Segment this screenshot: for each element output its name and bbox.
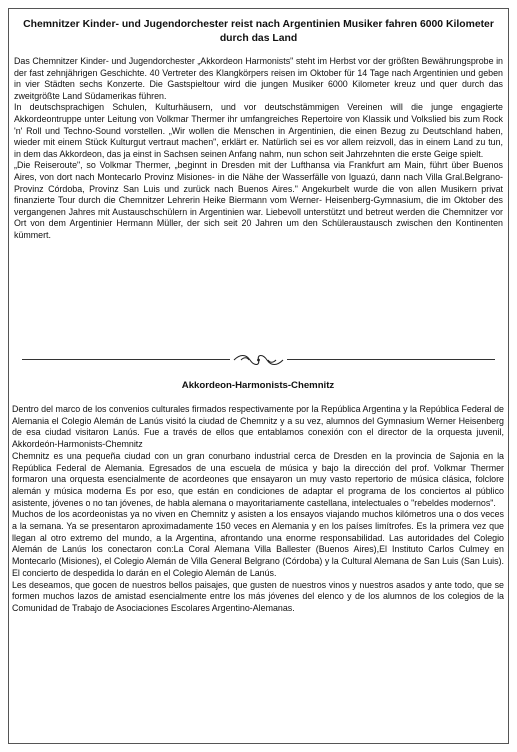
article-german — [14, 18, 503, 242]
article-german-paragraph-2: In deutschsprachigen Schulen, Kulturhäusern, und vor deutschstämmigen Vereinen will die junge engagierte Akkordeontruppe unter Leitung von Volkmar Thermer ihr umfangreiches Repertoire von Klassik und Volkslied bis zum Rock 'n' Roll und Techno-Sound vorstellen. „Wir wollen die Menschen in Argentinien, die einen Bezug zu Deutschland haben, wieder mit einem Stück Kulturgut vertraut machen", erklärt er. Natürlich sei es vor allem reizvoll, das in einem Land zu tun, in dem das Akkordeon, das ja einst in Sachsen seinen Anfang nahm, nun schon seit Jahrzehnten die erste Geige spielt. — [14, 102, 503, 159]
article-spanish-paragraph-2: Chemnitz es una pequeña ciudad con un gran conurbano industrial cerca de Dresden en la provincia de Sajonia en la República Federal de Alemania. Egresados de una escuela de música y bajo la dirección del prof. Volkmar Thermer formaron una orquesta esencialmente de acordeones que ensayaron un muy vasto repertorio de música clásica, folclore alemán y música moderna Es por eso, que están en condiciones de adaptar el programa de los conciertos al público asistente, jóvenes o no tan jóvenes, de habla alemana o mayoritariamente castellana, intelectuales o "rebeldes modernos". — [12, 450, 504, 508]
article-spanish-title: Akkordeon-Harmonists-Chemnitz — [181, 380, 335, 391]
divider-line-right — [287, 359, 495, 360]
divider-line-left — [22, 359, 230, 360]
article-german-title: Chemnitzer Kinder- und Jugendorchester reist nach Argentinien Musiker fahren 6000 Kilometer durch das Land — [23, 19, 494, 44]
article-spanish-paragraph-3: Muchos de los acordeonistas ya no viven en Chemnitz y asisten a los ensayos viajando muchos kilómetros una o dos veces a la semana. Ya se presentaron aproximadamente 150 veces en Alemania y en los países limítrofes. Es la primera vez que llegan al otro extremo del mundo, a la Argentina, afrontando una enorme responsabilidad. Las autoridades del Colegio Alemán de Lanús los conectaron con:La Coral Alemana Villa Ballester (Buenos Aires),El Instituto Carlos Culmey en Montecarlo (Misiones), el Colegio Alemán de Villa General Belgrano (Córdoba) y la Cultural Alemana de San Luis (San Luis). El concierto de despedida lo darán en el Colegio Alemán de Lanús. — [12, 509, 504, 578]
article-spanish-paragraph-4: Les deseamos, que gocen de nuestros bellos paisajes, que gusten de nuestros vinos y nuestros asados y ante todo, que se formen muchos lazos de amistad esencialmente entre los más jóvenes del elenco y de los alumnos de los colegios de la Comunidad de Trabajo de Asociaciones Escolares Argentino-Alemanas. — [12, 579, 504, 613]
article-german-paragraph-1: Das Chemnitzer Kinder- und Jugendorchester „Akkordeon Harmonists" steht im Herbst vor der größten Bewährungsprobe in der fast zehnjährigen Geschichte. 40 Vertreter des Klangkörpers reisen im Oktober für 14 Tage nach Argentinien und geben in vier Städten sechs Konzerte. Die Gastspieltour wird die jungen Musiker 6000 Kilometer kreuz und quer durch das zweitgrößte Land Südamerikas führen. — [14, 56, 503, 101]
article-german-paragraph-3: „Die Reiseroute", so Volkmar Thermer, „beginnt in Dresden mit der Lufthansa via Frankfurt am Main, führt über Buenos Aires, von dort nach Montecarlo Provinz Misiones- in die Nähe der Wasserfälle von Iguazú, dann nach Villa Gral.Belgrano- Provinz Córdoba, Provinz San Luis und zurück nach Buenos Aires." Angekurbelt wurde die von allen Musikern privat finanzierte Tour durch die Chemnitzer Lehrerin Heike Biermann vom Werner- Heisenberg-Gymnasium, die im Oktober des vergangenen Jahres mit Austauschschülern in Argentinien war. Liebevoll unterstützt und betreut werden die Chemnitzer vor Ort von dem Argentinier Hermann Müller, der sich seit 20 Jahren um den Schüleraustausch zwischen den Kontinenten kümmert. — [14, 160, 503, 240]
section-divider — [14, 353, 503, 367]
article-spanish — [12, 380, 504, 615]
article-spanish-paragraph-1: Dentro del marco de los convenios culturales firmados respectivamente por la República Argentina y la República Federal de Alemania el Colegio Alemán de Lanús visitó la ciudad de Chemnitz y a su vez, alumnos del Gymnasium Werner Heisenberg de esa ciudad visitaron Lanús. Fue a través de ellos que entablamos conexión con el director de la orquesta juvenil, Akkordeón-Harmonists-Chemnitz — [12, 404, 504, 450]
ornament-flourish-icon — [232, 353, 285, 367]
